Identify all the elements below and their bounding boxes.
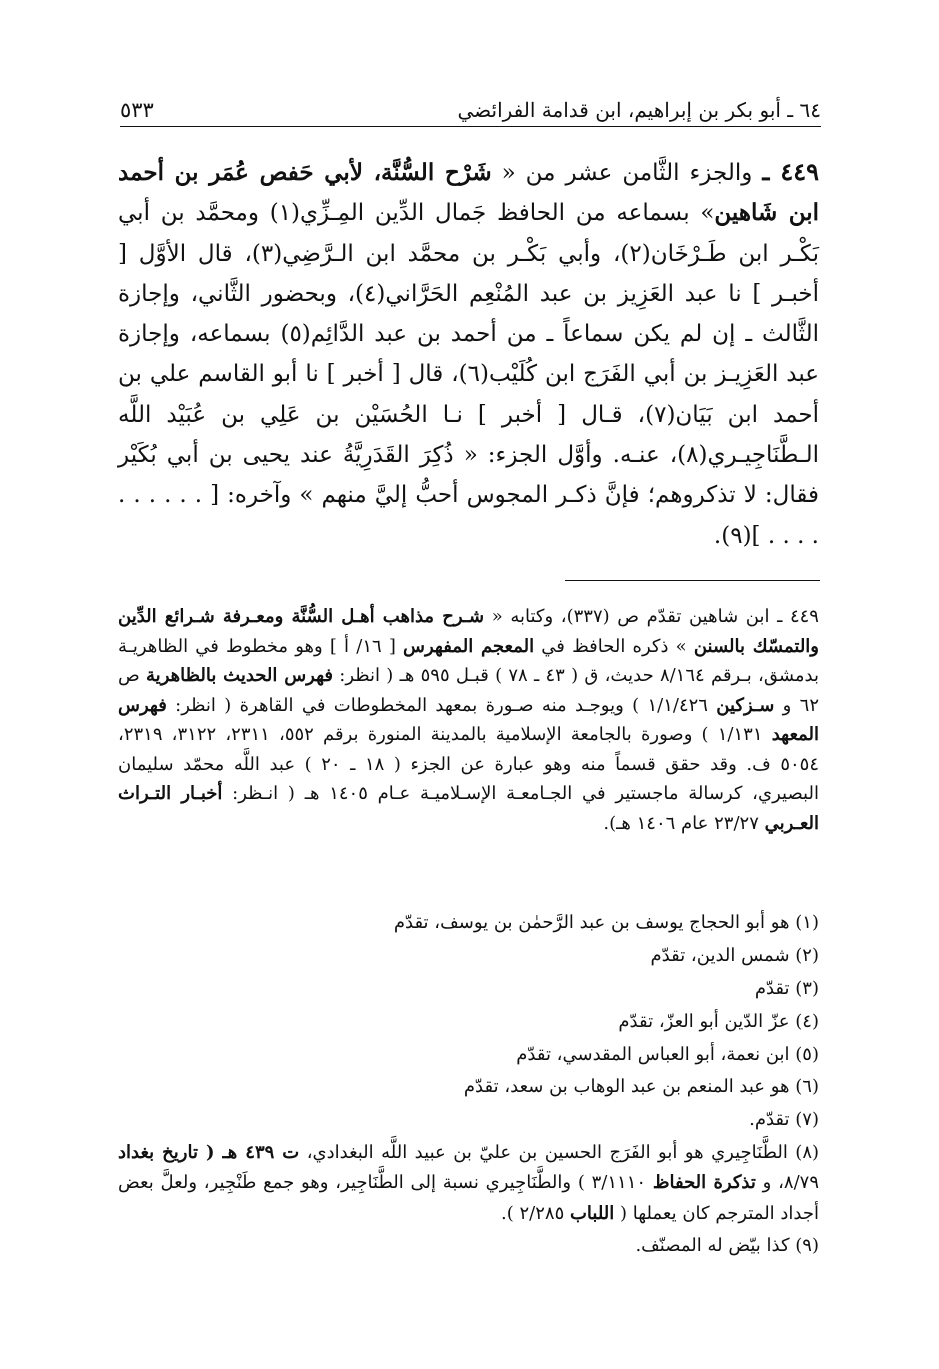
footnote-segment: ١/١/٤٢٦ ) ويوجـد منه صـورة بمعهد المخطوطات في القاهرة ( انظر: [166,694,717,716]
footnote-segment: » ذكره الحافظ في [534,635,694,657]
footnote-1 [118,908,819,939]
footnote-segment: ٢/٢٨٥ ). [501,1202,570,1224]
footnote-segment: أخبـار التـراث العـربي [118,783,819,834]
entry-text-segment: والجزء الثَّامن عشر من « [491,160,753,186]
footnote-segment: فهرس الحديث بالظاهرية [146,665,333,686]
entry-book-title: شَرْح السُّنَّة، لأبي حَفص عُمَر بن أحمد ابن شَاهين [118,159,819,227]
footnote-2 [118,941,819,972]
footnote-9 [118,1231,819,1262]
entry-text [118,160,819,549]
footnote-5 [118,1040,819,1071]
footnote-segment: ص ٦٢ و [118,665,819,716]
entry-paragraph [118,152,819,556]
footnote-segment: ٣/١١١٠ ) والطَّنَاجِيري نسبة إلى الطَّنَاجِير، وهو جمع طَنْجِير، ولعلَّ بعض أجداد المترجم كان يعملها ( [118,1172,819,1224]
footnote-segment: ٢٣/٢٧ عام ١٤٠٦ هـ). [603,812,765,834]
page-header [120,82,821,127]
entry-number: ٤٤٩ ـ [762,157,820,186]
page-number: ٥٣٣ [120,98,154,122]
running-head: ٦٤ ـ أبو بكر بن إبراهيم، ابن قدامة الفرائضي [457,98,821,122]
footnote-segment: سـزكين [716,694,775,716]
footnote-segment: شـرح مذاهب أهـل السُّنَّة ومعـرفة شـرائع الدِّين والتمسّك بالسنن [118,606,819,657]
footnote-segment: (٣) تقدّم [754,977,819,999]
footnote-segment: (١) هو أبو الحجاج يوسف بن عبد الرَّحمٰن بن يوسف، تقدّم [393,912,819,933]
footnote-4 [118,1007,819,1038]
footnote-segment: (٩) كذا بيّض له المصنّف. [635,1235,819,1257]
footnote-segment: ٨/٧٩، و [755,1172,819,1194]
footnote-segment: المعجم المفهرس [403,635,535,657]
footnote-segment: (٧) تقدّم. [749,1109,819,1131]
footnote-segment: اللباب [569,1202,615,1224]
footnote-segment: (٥) ابن نعمة، أبو العباس المقدسي، تقدّم [516,1043,819,1065]
footnote-segment: (٢) شمس الدين، تقدّم [650,944,819,966]
footnote-segment: تذكرة الحفاظ [652,1172,756,1194]
footnote-7 [118,1105,819,1136]
footnote-list [118,908,819,1264]
footnote-segment: (٦) هو عبد المنعم بن عبد الوهاب بن سعد، تقدّم [463,1076,819,1098]
footnote-segment: (٨) الطَّنَاجِيري هو أبو الفَرَج الحسين بن عليّ بن عبيد اللَّه البغدادي، [299,1142,820,1164]
entry-text-segment: » بسماعه من الحافظ جَمال الدِّين المِـزِّي(١) ومحمَّد بن أبي بَكْـر ابن طَـرْخَان(٢)، وأبي بَكْـر بن محمَّد ابن الـرَّضِي(٣)، قال الأوَّل [ أخبـر ] نا عبد العَزِيز بن عبد المُنْعِم الحَرَّاني(٤)، وبحضور الثَّاني، وإجازة الثَّالث ـ إن لم يكن سماعاً ـ من أحمد بن عبد الدَّائِم(٥) بسماعه، وإجازة عبد العَزِيـز بن أبي الفَرَج ابن كُلَيْب(٦)، قال [ أخبر ] نا أبو القاسم علي بن أحمد ابن بَيَان(٧)، قـال [ أخبر ] نـا الحُسَيْن بن عَلِي بن عُبَيْد اللَّه الـطَّنَاجِيـري(٨)، عنـه. وأوَّل الجزء: « ذُكِرَ القَدَرِيَّةُ عند يحيى بن أبي بُكَيْر فقال: لا تذكروهم؛ فإنَّ ذكـر المجوس أحبُّ إليَّ منهم » وآخره: [ . . . . . . . . . . ](٩). [118,200,820,549]
footnote-segment: ١/١٣١ ) وصورة بالجامعة الإسلامية بالمدينة المنورة برقم ٥٥٢، ٢٣١١، ٣١٢٢، ٢٣١٩، ٥٠٥٤ ف. وقد حقق قسماً منه وهو عبارة عن الجزء ( ١٨ ـ ٢٠ ) عبد اللَّه محمّد سليمان البصيري، كرسالة ماجستير في الجـامعـة الإسـلاميـة عـام ١٤٠٥ هـ ( انـظر: [118,724,820,804]
footnote-separator [565,580,820,581]
footnote-segment: (٤) عزّ الدّين أبو العزّ، تقدّم [618,1010,819,1032]
footnote-segment: فهرس المعهد [118,694,820,745]
footnote-3 [118,974,819,1005]
footnote-segment: [ ١٦/ أ ] وهو مخطوط في الظاهريـة بدمشق، بـرقم ٨/١٦٤ حديث، ق ( ٤٣ ـ ٧٨ ) قبـل ٥٩٥ هـ ( انظر: [118,635,819,686]
entry-footnote [118,602,819,838]
footnote-8 [118,1138,819,1229]
footnote-segment: ت ٤٣٩ هـ ( تاريخ بغداد [118,1142,300,1164]
footnote-6 [118,1072,819,1103]
footnote-segment: ٤٤٩ ـ ابن شاهين تقدّم ص (٣٣٧)، وكتابه « [484,606,819,627]
